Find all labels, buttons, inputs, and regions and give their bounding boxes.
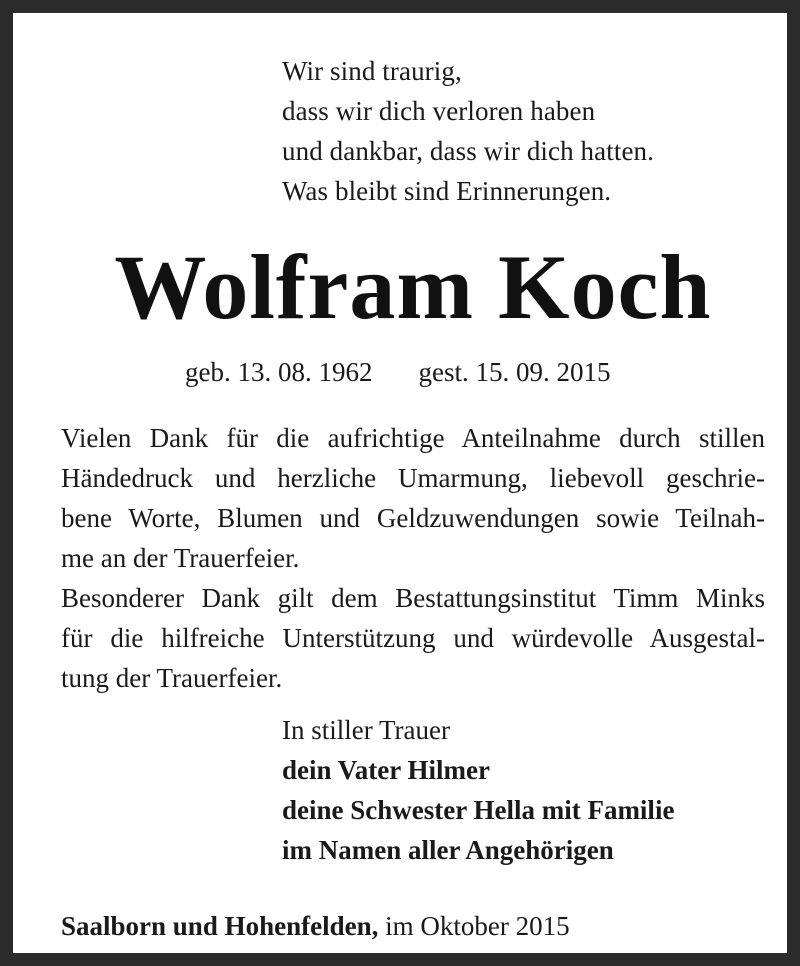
mourner: im Namen aller Angehörigen xyxy=(282,835,614,865)
mourner: deine Schwester Hella mit Familie xyxy=(282,795,675,825)
signature-block xyxy=(282,710,674,870)
date: im Oktober 2015 xyxy=(378,911,570,941)
place: Saalborn und Hohenfelden, xyxy=(61,911,379,941)
message-line: me an der Trauerfeier. xyxy=(61,543,300,573)
poem-line: Was bleibt sind Erinnerungen. xyxy=(282,176,612,206)
poem-line: dass wir dich verloren haben xyxy=(282,96,596,126)
poem xyxy=(282,51,654,211)
message-line: Händedruck und herzliche Umarmung, liebevoll geschrie- xyxy=(61,463,765,493)
life-dates xyxy=(185,354,610,390)
message-line: Vielen Dank für die aufrichtige Anteilnahme durch stillen xyxy=(61,423,765,453)
message-line: Besonderer Dank gilt dem Bestattungsinstitut Timm Minks xyxy=(61,583,765,613)
message-line: bene Worte, Blumen und Geldzuwendungen sowie Teilnah- xyxy=(61,503,765,533)
signature-intro: In stiller Trauer xyxy=(282,715,450,745)
birth-date: geb. 13. 08. 1962 xyxy=(185,357,373,387)
thank-you-message xyxy=(61,418,765,698)
deceased-name: Wolfram Koch xyxy=(114,236,712,338)
death-date: gest. 15. 09. 2015 xyxy=(418,357,611,387)
place-and-date xyxy=(61,906,570,946)
message-line: tung der Trauerfeier. xyxy=(61,663,283,693)
message-line: für die hilfreiche Unterstützung und würdevolle Ausgestal- xyxy=(61,623,765,653)
poem-line: und dankbar, dass wir dich hatten. xyxy=(282,136,654,166)
poem-line: Wir sind traurig, xyxy=(282,56,462,86)
mourner: dein Vater Hilmer xyxy=(282,755,490,785)
